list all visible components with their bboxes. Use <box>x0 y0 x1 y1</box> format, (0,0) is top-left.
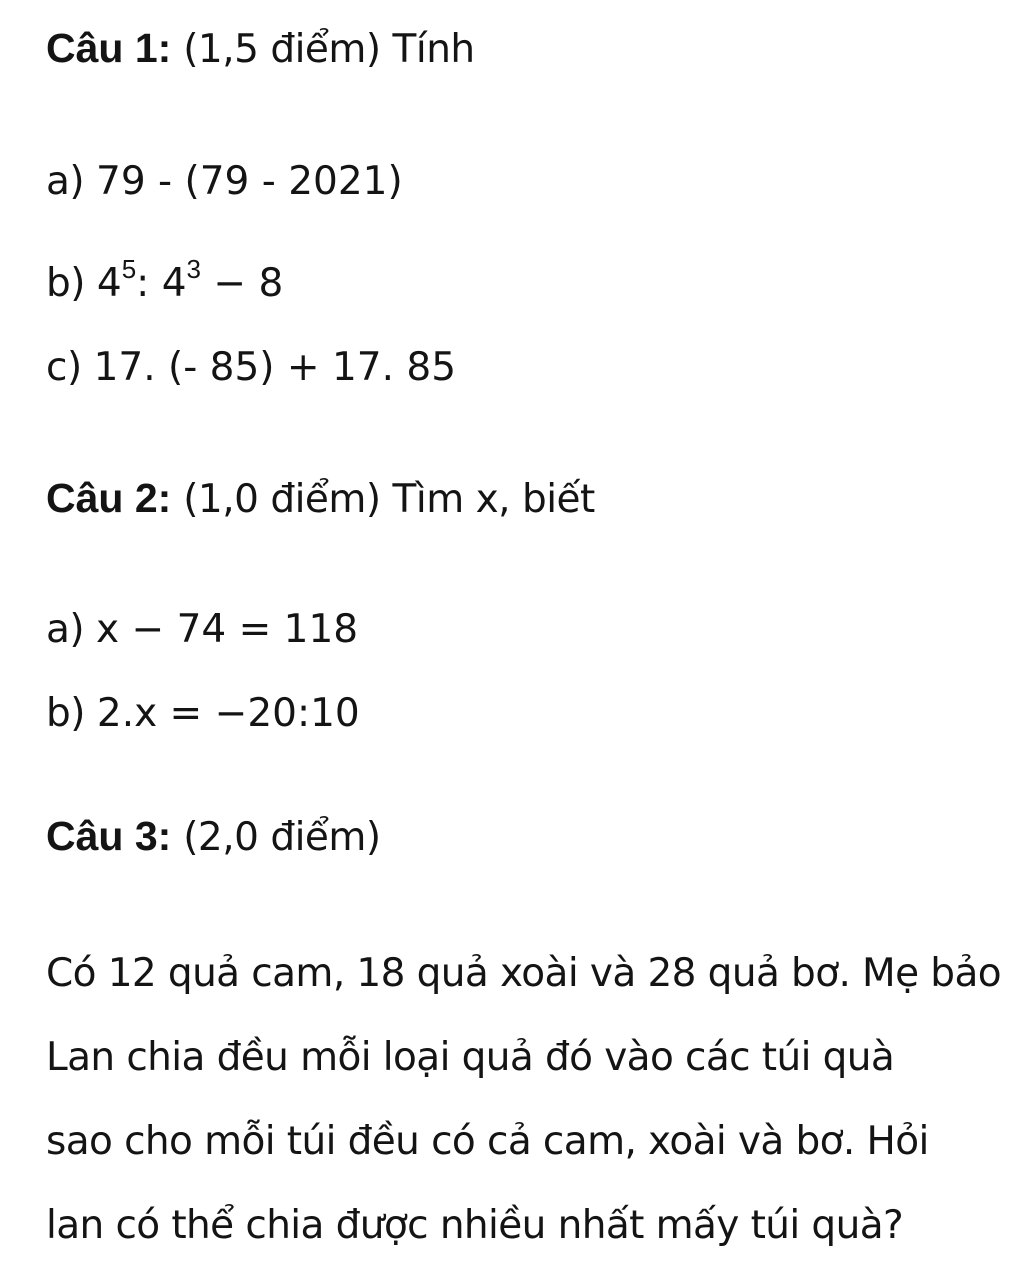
question-3-paragraph-line: Lan chia đều mỗi loại quả đó vào các túi quà <box>46 1035 895 1080</box>
question-3-paragraph-line: Có 12 quả cam, 18 quả xoài và 28 quả bơ. Mẹ bảo <box>46 951 1002 996</box>
question-1a <box>46 159 403 204</box>
question-2b-expression: 2.x = −20:10 <box>96 691 360 736</box>
question-2a-expression: x − 74 = 118 <box>96 607 359 652</box>
question-2-label: Câu 2: <box>46 475 172 521</box>
question-1-text: (1,5 điểm) Tính <box>171 27 475 72</box>
question-1b-label: b) <box>46 261 97 306</box>
question-2-text: (1,0 điểm) Tìm x, biết <box>171 477 595 522</box>
question-1b-exponent-2: 3 <box>186 254 202 284</box>
question-1-heading <box>46 25 475 72</box>
question-1b-operator: : <box>136 261 162 306</box>
question-1c <box>46 345 457 390</box>
question-1b <box>46 254 284 306</box>
question-2b-label: b) <box>46 691 97 736</box>
question-1c-expression: 17. (- 85) + 17. 85 <box>93 345 457 390</box>
question-1c-label: c) <box>46 345 94 390</box>
question-3-text: (2,0 điểm) <box>171 815 381 860</box>
question-3-paragraph-line: sao cho mỗi túi đều có cả cam, xoài và bơ. Hỏi <box>46 1119 929 1164</box>
question-1-label: Câu 1: <box>46 25 172 71</box>
question-1b-tail: − 8 <box>201 261 284 306</box>
question-2b <box>46 691 360 736</box>
question-2a <box>46 607 359 652</box>
question-1b-base-2: 4 <box>161 261 187 306</box>
question-1b-exponent-1: 5 <box>121 254 137 284</box>
question-1b-base-1: 4 <box>96 261 122 306</box>
question-1a-label: a) <box>46 159 97 204</box>
question-3-paragraph-line: lan có thể chia được nhiều nhất mấy túi quà? <box>46 1203 904 1248</box>
question-2-heading <box>46 475 595 522</box>
question-2a-label: a) <box>46 607 97 652</box>
question-3-heading <box>46 813 381 860</box>
question-1a-expression: 79 - (79 - 2021) <box>96 159 403 204</box>
question-3-label: Câu 3: <box>46 813 172 859</box>
